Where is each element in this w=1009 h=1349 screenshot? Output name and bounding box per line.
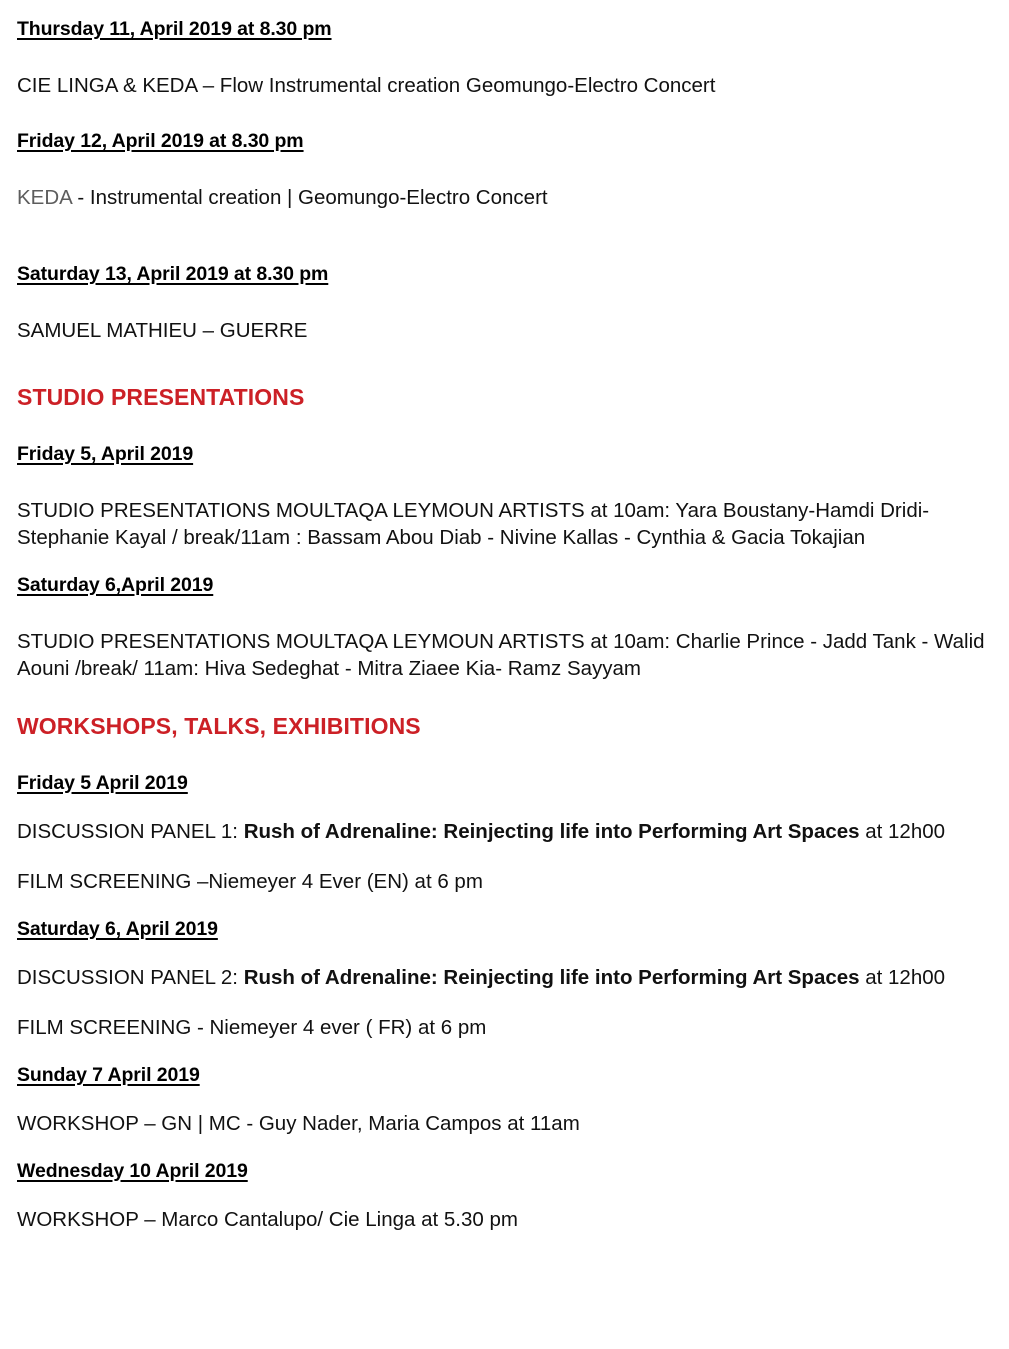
event-date-heading-saturday-6-april-studio-text: Saturday 6,April 2019	[17, 573, 214, 596]
event-date-heading-wednesday-10-april-text: Wednesday 10 April 2019	[17, 1159, 248, 1182]
discussion-panel-1-time: at 12h00	[859, 819, 946, 843]
spacer	[17, 286, 992, 317]
event-detail-keda	[17, 184, 992, 211]
discussion-panel-2-title: Rush of Adrenaline: Reinjecting life into Performing Art Spaces	[243, 965, 860, 989]
spacer	[17, 597, 992, 628]
event-detail-studio-presentations-saturday: STUDIO PRESENTATIONS MOULTAQA LEYMOUN ARTISTS at 10am: Charlie Prince - Jadd Tank - Walid Aouni /break/ 11am: Hiva Sedeghat - Mitra Ziaee Kia- Ramz Sayyam	[17, 629, 985, 680]
discussion-panel-2-prefix: DISCUSSION PANEL 2:	[17, 965, 244, 989]
spacer	[17, 1137, 992, 1160]
discussion-panel-1-title: Rush of Adrenaline: Reinjecting life into Performing Art Spaces	[243, 819, 860, 843]
spacer	[17, 466, 992, 497]
event-date-heading-friday-5-april-studio-text: Friday 5, April 2019	[17, 442, 194, 465]
spacer	[17, 41, 992, 72]
spacer	[17, 1041, 992, 1064]
spacer	[17, 991, 992, 1014]
spacer	[17, 1087, 992, 1110]
event-detail-samuel-mathieu: SAMUEL MATHIEU – GUERRE	[17, 319, 308, 343]
spacer	[17, 895, 992, 918]
spacer	[17, 551, 992, 574]
event-date-heading-friday-5-april-studio	[17, 443, 992, 466]
event-detail-discussion-panel-2	[17, 964, 992, 991]
section-heading-studio-presentations: STUDIO PRESENTATIONS	[17, 384, 305, 411]
event-date-heading-friday-12-april-text: Friday 12, April 2019 at 8.30 pm	[17, 130, 304, 153]
discussion-panel-1-prefix: DISCUSSION PANEL 1:	[17, 819, 244, 843]
event-date-heading-friday-5-april-workshops-text: Friday 5 April 2019	[17, 771, 188, 794]
spacer	[17, 741, 992, 772]
spacer	[17, 153, 992, 184]
event-date-heading-thursday-11-april-text: Thursday 11, April 2019 at 8.30 pm	[17, 18, 332, 40]
spacer	[17, 682, 992, 713]
event-date-heading-saturday-6-april-studio	[17, 574, 992, 597]
event-date-heading-friday-12-april	[17, 130, 992, 153]
event-detail-keda-artist: KEDA	[17, 186, 78, 210]
event-detail-film-screening-fr: FILM SCREENING - Niemeyer 4 ever ( FR) at 6 pm	[17, 1015, 487, 1039]
event-date-heading-sunday-7-april	[17, 1064, 992, 1087]
event-detail-workshop-guy-nader: WORKSHOP – GN | MC - Guy Nader, Maria Campos at 11am	[17, 1111, 580, 1135]
event-date-heading-saturday-13-april	[17, 263, 992, 286]
section-heading-workshops-talks-exhibitions: WORKSHOPS, TALKS, EXHIBITIONS	[17, 712, 421, 739]
spacer	[17, 412, 992, 443]
spacer	[17, 845, 992, 868]
event-date-heading-saturday-6-april-workshops-text: Saturday 6, April 2019	[17, 917, 218, 940]
event-detail-studio-presentations-friday: STUDIO PRESENTATIONS MOULTAQA LEYMOUN ARTISTS at 10am: Yara Boustany-Hamdi Dridi-Stephanie Kayal / break/11am : Bassam Abou Diab - Nivine Kallas - Cynthia & Gacia Tokajian	[17, 498, 930, 549]
event-date-heading-sunday-7-april-text: Sunday 7 April 2019	[17, 1063, 200, 1086]
event-date-heading-saturday-13-april-text: Saturday 13, April 2019 at 8.30 pm	[17, 263, 329, 286]
discussion-panel-2-time: at 12h00	[859, 965, 946, 989]
event-detail-workshop-marco-cantalupo: WORKSHOP – Marco Cantalupo/ Cie Linga at 5.30 pm	[17, 1207, 518, 1231]
event-detail-keda-description: - Instrumental creation | Geomungo-Electro Concert	[77, 186, 548, 210]
event-date-heading-thursday-11-april	[17, 18, 992, 41]
spacer	[17, 344, 992, 384]
event-date-heading-wednesday-10-april	[17, 1160, 992, 1183]
spacer	[17, 795, 992, 818]
event-detail-cie-linga-keda: CIE LINGA & KEDA – Flow Instrumental creation Geomungo-Electro Concert	[17, 74, 716, 97]
spacer	[17, 99, 992, 130]
spacer	[17, 1183, 992, 1206]
event-detail-film-screening-en: FILM SCREENING –Niemeyer 4 Ever (EN) at 6 pm	[17, 869, 483, 893]
spacer	[17, 941, 992, 964]
event-detail-discussion-panel-1	[17, 818, 992, 845]
event-date-heading-friday-5-april-workshops	[17, 772, 992, 795]
spacer	[17, 211, 992, 263]
event-date-heading-saturday-6-april-workshops	[17, 918, 992, 941]
